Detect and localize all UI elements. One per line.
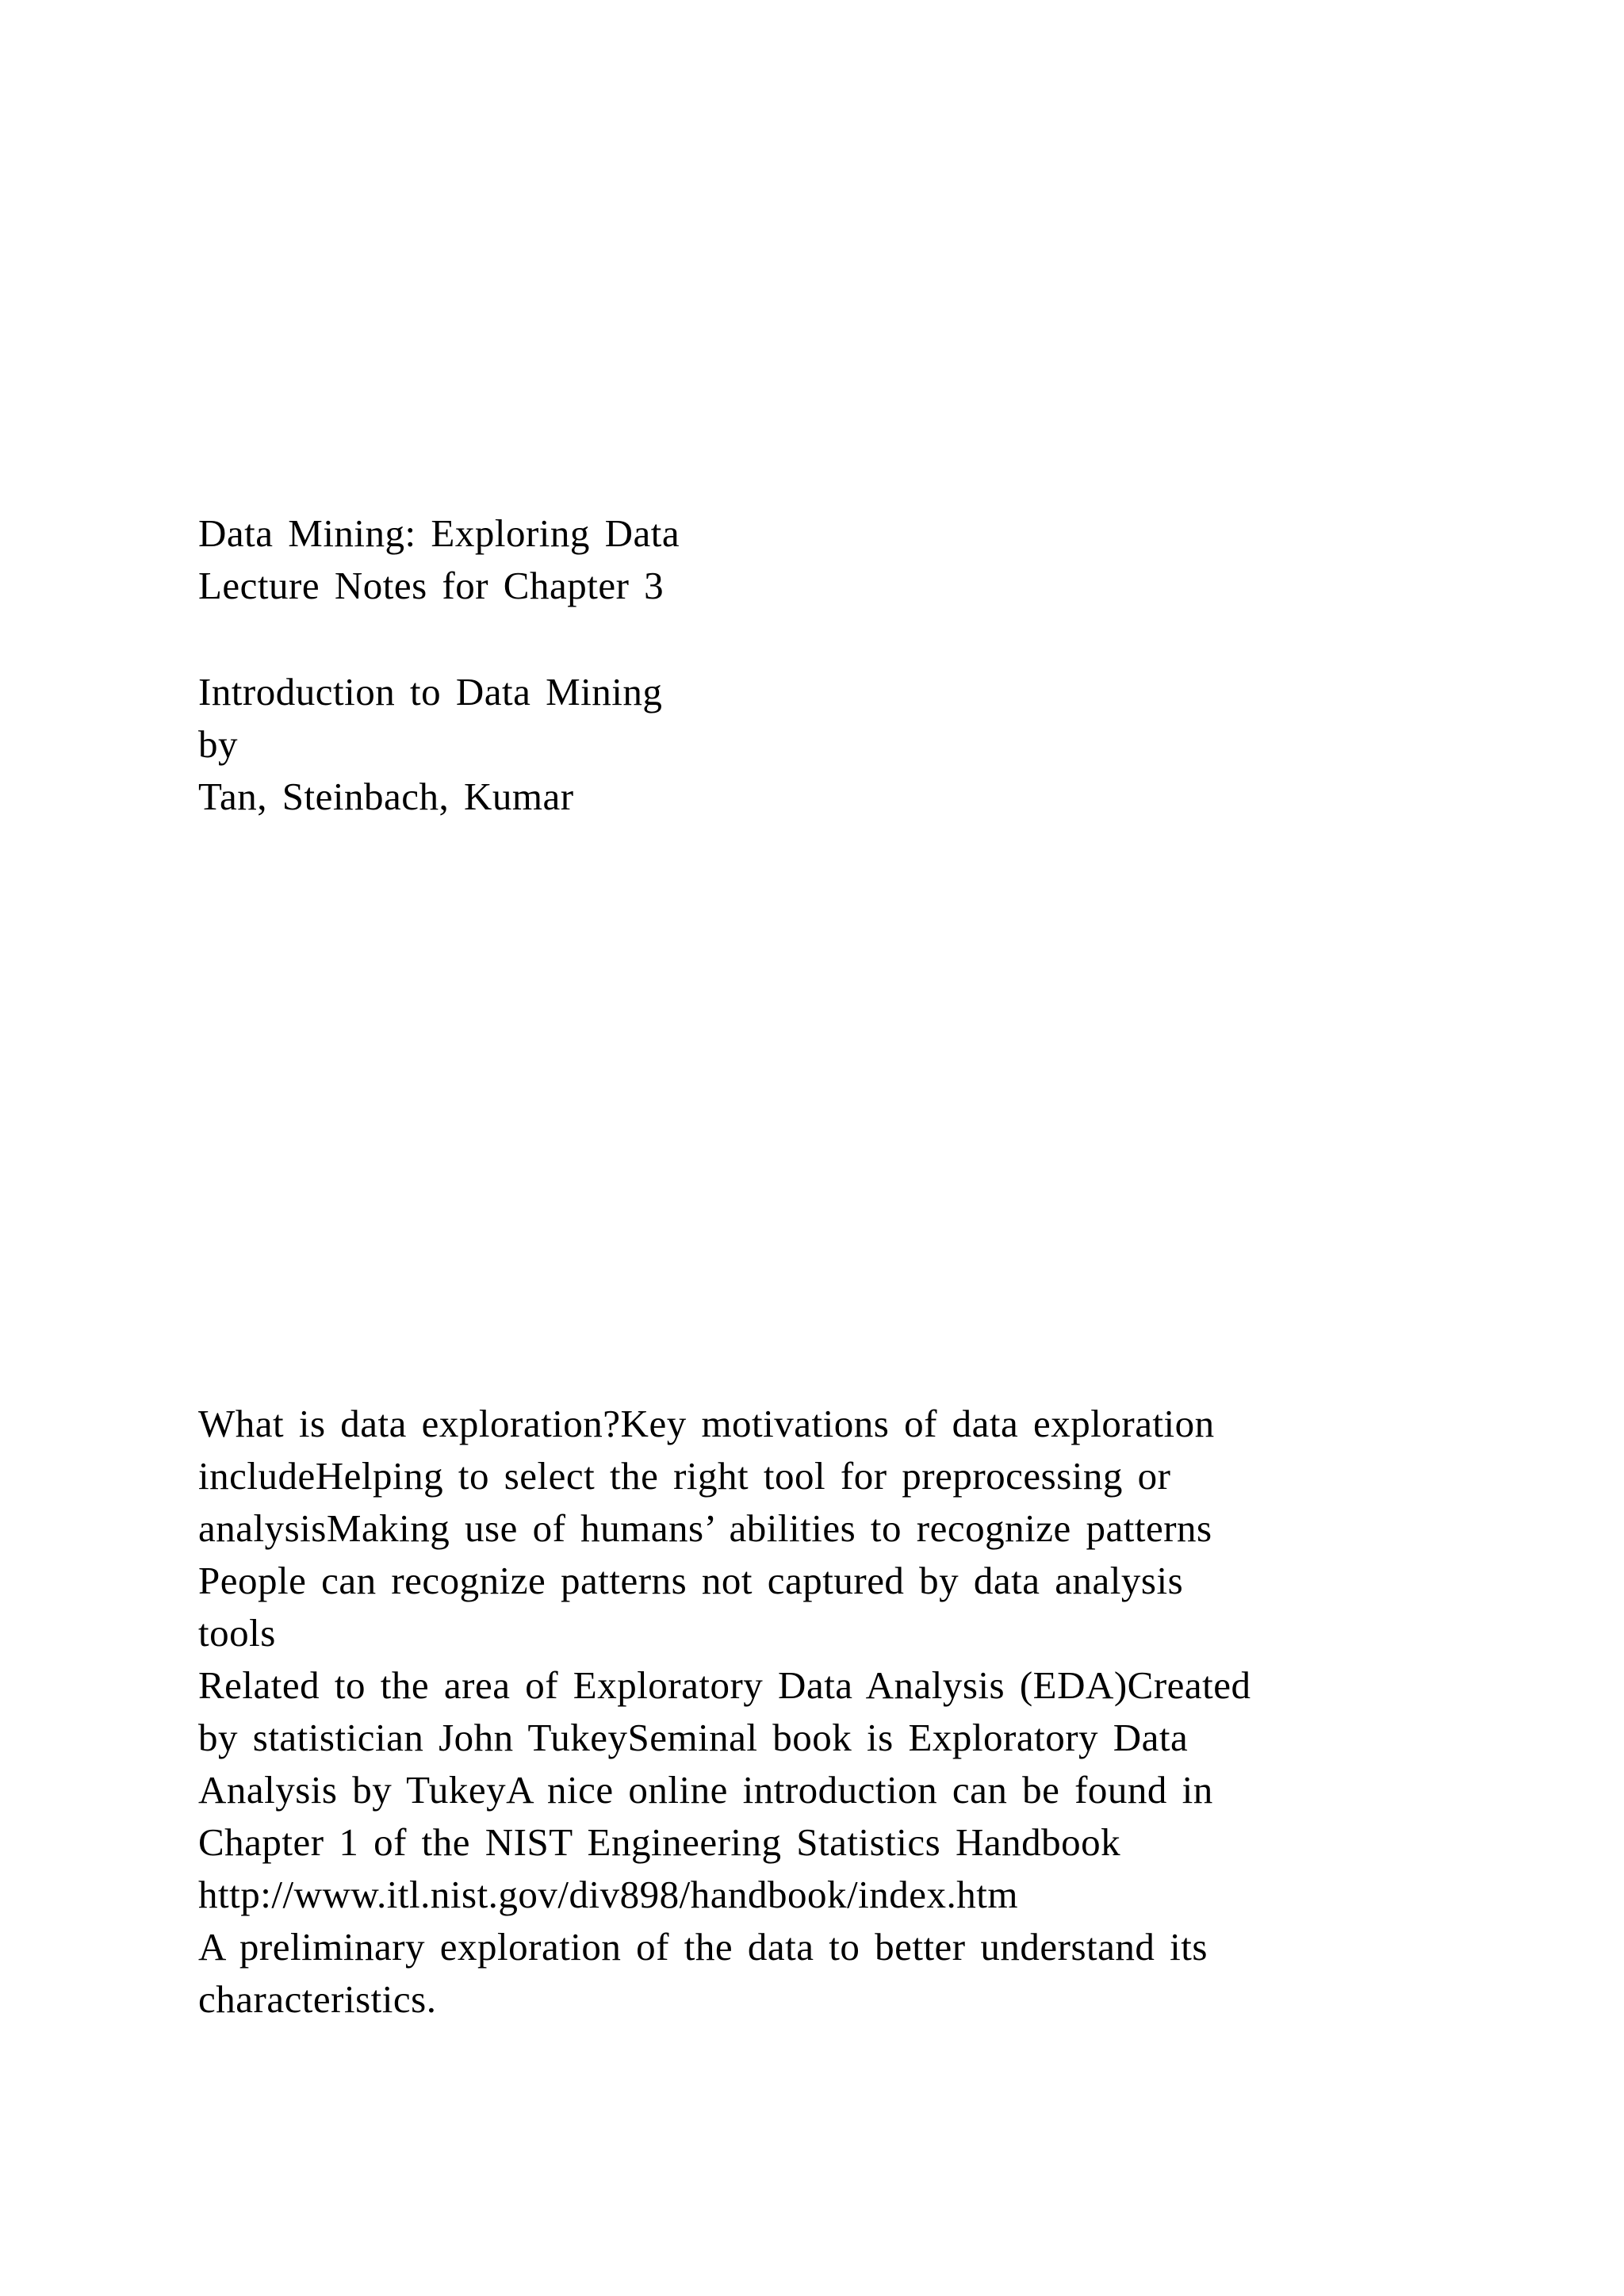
body-line: by statistician John TukeySeminal book is Exploratory Data <box>198 1716 1189 1759</box>
body-line: Chapter 1 of the NIST Engineering Statistics Handbook <box>198 1820 1121 1864</box>
book-title: Introduction to Data Mining <box>198 670 663 714</box>
body-line: What is data exploration?Key motivations of data exploration <box>198 1402 1215 1445</box>
authors: Tan, Steinbach, Kumar <box>198 775 574 818</box>
body-line: characteristics. <box>198 1977 437 2021</box>
body-line: tools <box>198 1611 276 1655</box>
document-subtitle: Lecture Notes for Chapter 3 <box>198 564 665 607</box>
body-line: People can recognize patterns not captured by data analysis <box>198 1559 1184 1602</box>
body-line: includeHelping to select the right tool for preprocessing or <box>198 1454 1171 1498</box>
body-line: A preliminary exploration of the data to better understand its <box>198 1925 1208 1969</box>
body-line: analysisMaking use of humans’ abilities to recognize patterns <box>198 1506 1212 1550</box>
body-text-block <box>198 1398 1467 2026</box>
nist-handbook-link[interactable]: http://www.itl.nist.gov/div898/handbook/index.htm <box>198 1873 1018 1916</box>
document-title: Data Mining: Exploring Data <box>198 511 680 555</box>
body-line: Analysis by TukeyA nice online introduction can be found in <box>198 1768 1213 1812</box>
body-line: Related to the area of Exploratory Data Analysis (EDA)Created <box>198 1663 1251 1707</box>
title-block <box>198 507 1467 612</box>
book-credit-block <box>198 666 1467 823</box>
by-line: by <box>198 722 238 766</box>
